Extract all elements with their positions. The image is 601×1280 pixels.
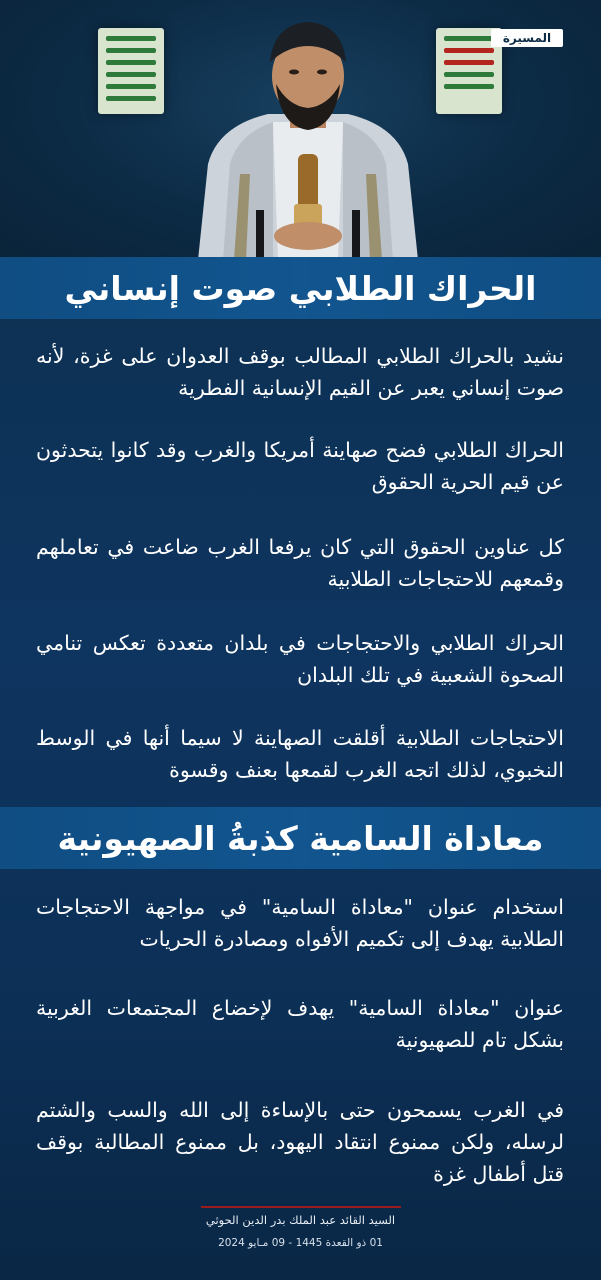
section2-title: معاداة السامية كذبةُ الصهيونية [57,818,544,858]
footer-date: 01 ذو القعدة 1445 - 09 مـايو 2024 [218,1237,383,1249]
speaker-portrait [178,14,438,258]
channel-logo: المسيرة [491,29,563,47]
section2-title-bar [0,807,601,869]
section1-item-4: الحراك الطلابي والاحتجاجات في بلدان متعددة تعكس تنامي الصحوة الشعبية في تلك البلدان [36,631,564,687]
section2-item-2: عنوان "معاداة السامية" يهدف لإخضاع المجتمعات الغربية بشكل تام للصهيونية [36,996,564,1052]
header-photo [0,0,601,258]
section1-item-3: كل عناوين الحقوق التي كان يرفعا الغرب ضاعت في تعاملهم وقمعهم للاحتجاجات الطلابية [36,535,564,591]
section1-item-2: الحراك الطلابي فضح صهاينة أمريكا والغرب وقد كانوا يتحدثون عن قيم الحرية الحقوق [36,438,564,494]
footer-divider [201,1206,401,1208]
section1-title: الحراك الطلابي صوت إنساني [64,268,537,308]
section1-item-5: الاحتجاجات الطلابية أقلقت الصهاينة لا سيما أنها في الوسط النخبوي، لذلك اتجه الغرب لقمعها بعنف وقسوة [36,726,564,782]
section1-item-1: نشيد بالحراك الطلابي المطالب بوقف العدوان على غزة، لأنه صوت إنساني يعبر عن القيم الإنسانية الفطرية [36,344,564,400]
wall-banner-left [98,28,164,114]
section2-item-1: استخدام عنوان "معاداة السامية" في مواجهة الاحتجاجات الطلابية يهدف إلى تكميم الأفواه ومصادرة الحريات [36,895,564,951]
section2-item-3: في الغرب يسمحون حتى بالإساءة إلى الله والسب والشتم لرسله، ولكن ممنوع انتقاد اليهود، بل ممنوع المطالبة بوقف قتل أطفال غزة [36,1098,564,1186]
footer-speaker: السيد القائد عبد الملك بدر الدين الحوثي [205,1213,396,1227]
section1-title-bar [0,257,601,319]
